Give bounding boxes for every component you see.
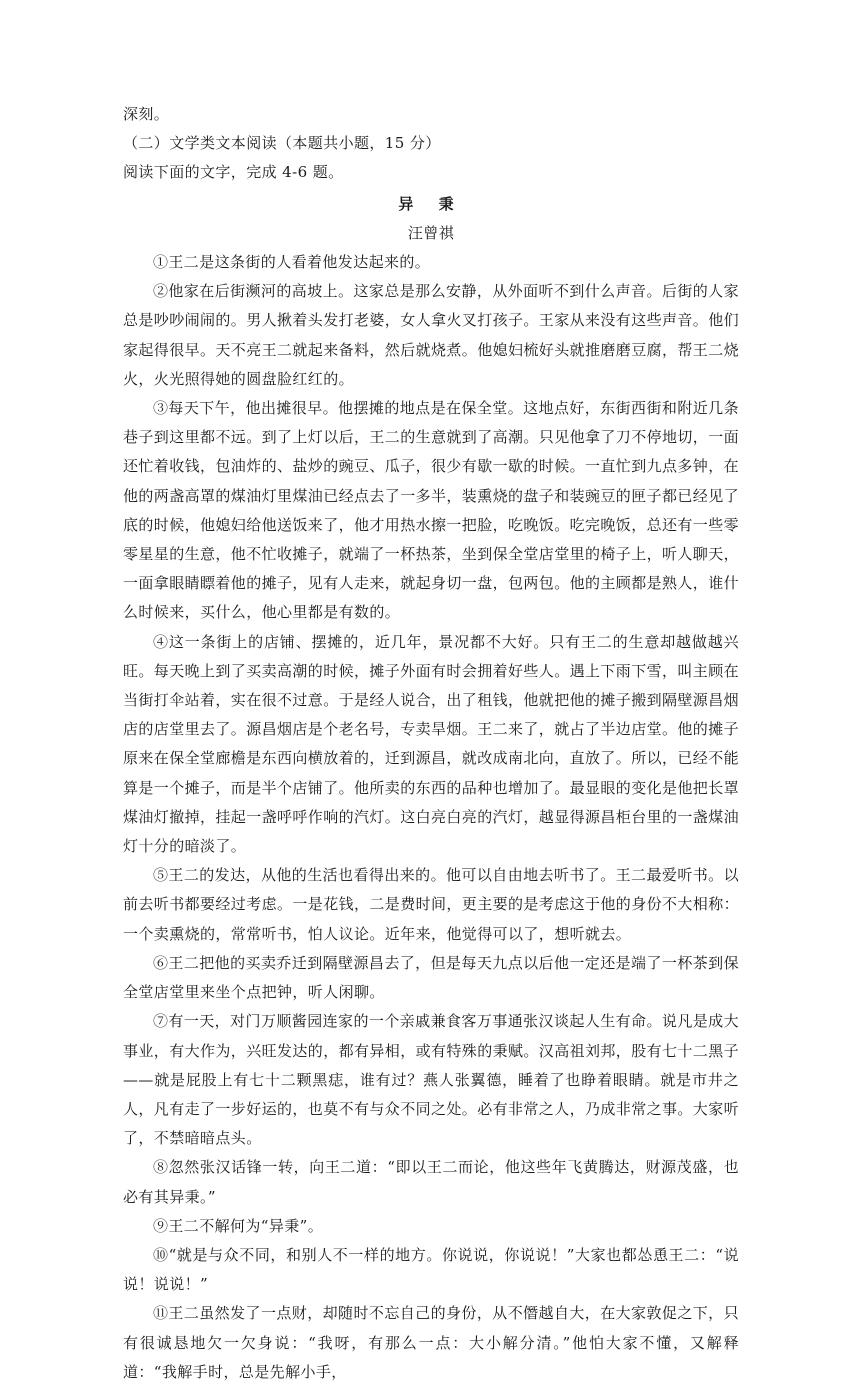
section-heading: （二）文学类文本阅读（本题共小题，15 分） — [123, 134, 441, 153]
paragraph-5: ⑤王二的发达，从他的生活也看得出来的。他可以自由地去听书了。王二最爱听书。以前去听书都要经过考虑。一是花钱，二是费时间，更主要的是考虑这于他的身份不大相称：一个卖熏烧的，常常听书，怕人议论。近年来，他觉得可以了，想听就去。 — [123, 866, 740, 943]
paragraph-9: ⑨王二不解何为“异秉”。 — [153, 1216, 324, 1235]
article-author: 汪曾祺 — [407, 223, 455, 242]
document-page — [123, 100, 739, 1387]
paragraph-2: ②他家在后街濒河的高坡上。这家总是那么安静，从外面听不到什么声音。后街的人家总是吵吵闹闹的。男人揪着头发打老婆，女人拿火叉打孩子。王家从来没有这些声音。他们家起得很早。天不亮王二就起来备料，然后就烧煮。他媳妇梳好头就推磨磨豆腐，帮王二烧火，火光照得她的圆盘脸红红的。 — [123, 282, 740, 388]
paragraph-4: ④这一条街上的店铺、摆摊的，近几年，景况都不大好。只有王二的生意却越做越兴旺。每天晚上到了买卖高潮的时候，摊子外面有时会拥着好些人。遇上下雨下雪，叫主顾在当街打伞站着，实在很不过意。于是经人说合，出了租钱，他就把他的摊子搬到隔壁源昌烟店的店堂里去了。源昌烟店是个老名号，专卖旱烟。王二来了，就占了半边店堂。他的摊子原来在保全堂廊檐是东西向横放着的，迁到源昌，就改成南北向，直放了。所以，已经不能算是一个摊子，而是半个店铺了。他所卖的东西的品种也增加了。最显眼的变化是他把长罩煤油灯撤掉，挂起一盏呼呼作响的汽灯。这白亮白亮的汽灯，越显得源昌柜台里的一盏煤油灯十分的暗淡了。 — [123, 632, 740, 856]
paragraph-1: ①王二是这条街的人看着他发达起来的。 — [153, 253, 431, 272]
paragraph-10: ⑩“就是与众不同，和别人不一样的地方。你说说，你说说！”大家也都怂恿王二：“说说！说说！” — [123, 1245, 739, 1294]
paragraph-6: ⑥王二把他的买卖乔迁到隔壁源昌去了，但是每天九点以后他一定还是端了一杯茶到保全堂店堂里来坐个点把钟，听人闲聊。 — [123, 953, 739, 1002]
paragraph-11: ⑪王二虽然发了一点财，却随时不忘自己的身份，从不僭越自大，在大家敦促之下，只有很诚恳地欠一欠身说：“我呀，有那么一点：大小解分清。”他怕大家不懂，又解释道：“我解手时，总是先解小手， — [123, 1304, 739, 1381]
carry-over-text: 深刻。 — [123, 105, 170, 123]
article-title: 异 秉 — [398, 194, 464, 213]
reading-instruction: 阅读下面的文字，完成 4-6 题。 — [123, 163, 344, 182]
paragraph-7: ⑦有一天，对门万顺酱园连家的一个亲戚兼食客万事通张汉谈起人生有命。说凡是成大事业，有大作为，兴旺发达的，都有异相，或有特殊的秉赋。汉高祖刘邦，股有七十二黑子——就是屁股上有七十二颗黑痣，谁有过？燕人张翼德，睡着了也睁着眼睛。就是市井之人，凡有走了一步好运的，也莫不有与众不同之处。必有非常之人，乃成非常之事。大家听了，不禁暗暗点头。 — [123, 1012, 740, 1148]
paragraph-3: ③每天下午，他出摊很早。他摆摊的地点是在保全堂。这地点好，东街西街和附近几条巷子到这里都不远。到了上灯以后，王二的生意就到了高潮。只见他拿了刀不停地切，一面还忙着收钱，包油炸的、盐炒的豌豆、瓜子，很少有歇一歇的时候。一直忙到九点多钟，在他的两盏高罩的煤油灯里煤油已经点去了一多半，装熏烧的盘子和装豌豆的匣子都已经见了底的时候，他媳妇给他送饭来了，他才用热水擦一把脸，吃晚饭。吃完晚饭，总还有一些零零星星的生意，他不忙收摊子，就端了一杯热茶，坐到保全堂店堂里的椅子上，听人聊天，一面拿眼睛瞟着他的摊子，见有人走来，就起身切一盘，包两包。他的主顾都是熟人，谁什么时候来，买什么，他心里都是有数的。 — [123, 399, 740, 622]
paragraph-8: ⑧忽然张汉话锋一转，向王二道：“即以王二而论，他这些年飞黄腾达，财源茂盛，也必有其异秉。” — [123, 1158, 739, 1206]
